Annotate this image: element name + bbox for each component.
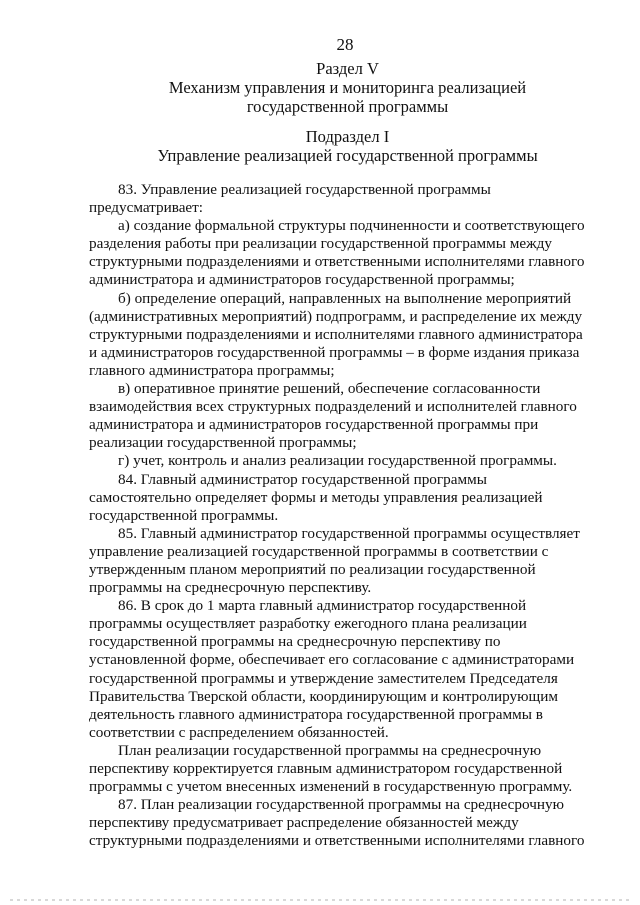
scan-artifact-line [10,899,630,901]
paragraph-84: 84. Главный администратор государственной программы самостоятельно определяет формы и методы управления реализацией государственной программы. [89,470,543,524]
paragraph-83-a: а) создание формальной структуры подчиненности и соответствующего разделения работы при реализации государственной программы между структурными подразделениями и ответственными исполнителями главного администратора и администраторов государственной программы; [89,217,585,289]
body-text [89,181,599,850]
subsection-label: Подраздел I [305,127,390,146]
paragraph-85: 85. Главный администратор государственной программы осуществляет управление реализацией государственной программы в соответствии с утвержденным планом мероприятий по реализации государственной программы на среднесрочную перспективу. [89,524,580,597]
section-title: Механизм управления и мониторинга реализацией государственной программы [168,78,527,116]
paragraph-83: 83. Управление реализацией государственной программы предусматривает: [89,181,491,217]
page-number: 28 [336,35,354,54]
paragraph-83-g: г) учет, контроль и анализ реализации государственной программы. [118,452,557,470]
section-label: Раздел V [316,59,379,78]
paragraph-86: 86. В срок до 1 марта главный администратор государственной программы осуществляет разработку ежегодного плана реализации государственной программы на среднесрочную перспективу по установленной форме, обеспечивает его согласование с администраторами государственной программы и утверждение заместителем Председателя Правительства Тверской области, координирующим и контролирующим деятельность главного администратора государственной программы в соответствии с распределением обязанностей. [89,597,575,741]
paragraph-83-b: б) определение операций, направленных на выполнение мероприятий (административных мероприятий) подпрограмм, и распределение их между структурными подразделениями и исполнителями главного администратора и администраторов государственной программы – в форме издания приказа главного администратора программы; [89,289,583,379]
paragraph-86-plan: План реализации государственной программы на среднесрочную перспективу корректируется главным администратором государственной программы с учетом внесенных изменений в государственную программу. [89,741,573,796]
subsection-title: Управление реализацией государственной программы [157,146,538,165]
paragraph-87: 87. План реализации государственной программы на среднесрочную перспективу предусматривает распределение обязанностей между структурными подразделениями и ответственными исполнителями главного [89,796,585,850]
paragraph-83-v: в) оперативное принятие решений, обеспечение согласованности взаимодействия всех структурных подразделений и исполнителей главного администратора и администраторов государственной программы при реализации государственной программы; [89,380,577,452]
